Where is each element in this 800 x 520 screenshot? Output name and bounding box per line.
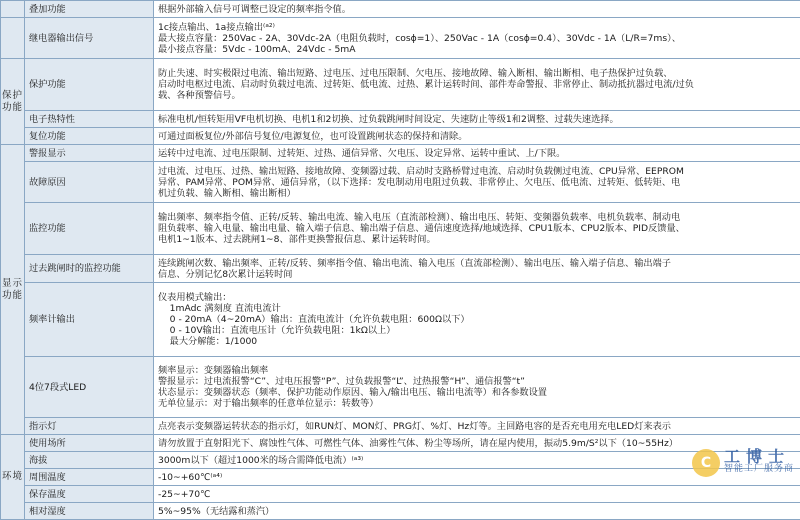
row-content — [154, 111, 800, 128]
row-label: 叠加功能 — [25, 1, 154, 18]
row-label: 相对湿度 — [25, 503, 154, 520]
table-row — [1, 162, 800, 203]
table-row — [1, 1, 800, 18]
content-line: 3000m以下（超过1000米的场合需降低电流）⁽ᵃ³⁾ — [158, 455, 796, 466]
content-line: -25~+70℃ — [158, 489, 796, 500]
content-line: 机过负载、输入断相、输出断相） — [158, 188, 796, 199]
content-line: 状态显示：变频器状态（频率、保护功能动作原因、输入/输出电压、输出电流等）和各参数设置 — [158, 387, 796, 398]
content-line: 防止失速、时实极限过电流、输出短路、过电压、过电压限制、欠电压、接地故障、输入断相、输出断相、电子热保护过负载、 — [158, 68, 796, 79]
row-content — [154, 128, 800, 145]
table-row — [1, 203, 800, 255]
content-line: 标准电机/恒转矩用VF电机切换、电机1和2切换、过负载跳闸时间设定、失速防止等级1和2调整、过载失速选择。 — [158, 114, 796, 125]
content-line: 1mAdc 满刻度 直流电流计 — [158, 303, 796, 314]
row-label: 频率计输出 — [25, 283, 154, 357]
row-label: 4位7段式LED — [25, 357, 154, 418]
table-row — [1, 18, 800, 59]
content-line: 阻负载率、输入电量、输出电量、输入端子信息、输出端子信息、通信速度选择/地域选择、CPU1版本、CPU2版本、PID反馈量、 — [158, 223, 796, 234]
content-line: 5%~95%（无结露和蒸汽） — [158, 506, 796, 517]
table-row — [1, 418, 800, 435]
row-label: 保存温度 — [25, 486, 154, 503]
content-line: 0 - 20mA（4~20mA）输出：直流电流计（允许负载电阻：600Ω以下） — [158, 314, 796, 325]
row-content — [154, 255, 800, 283]
content-line: -10~+60℃⁽ᵃ⁴⁾ — [158, 472, 796, 483]
content-line: 最大接点容量：250Vac - 2A、30Vdc-2A（电阻负载时，cosϕ=1）、250Vac - 1A（cosϕ=0.4）、30Vdc - 1A（L/R=7ms）、 — [158, 33, 796, 44]
content-line: 点亮表示变频器运转状态的指示灯，如RUN灯、MON灯、PRG灯、%灯、Hz灯等。主回路电容的是否充电用充电LED灯来表示 — [158, 421, 796, 432]
table-row — [1, 452, 800, 469]
row-label: 过去跳闸时的监控功能 — [25, 255, 154, 283]
row-content — [154, 283, 800, 357]
row-content — [154, 418, 800, 435]
row-content — [154, 1, 800, 18]
group-label: 环境 — [1, 435, 25, 520]
content-line: 1c接点输出、1a接点输出⁽ᵃ²⁾ — [158, 22, 796, 33]
logo-subtitle: 智能工厂服务商 — [724, 463, 794, 476]
group-label-empty — [1, 1, 25, 18]
row-label: 复位功能 — [25, 128, 154, 145]
table-row — [1, 59, 800, 111]
content-line: 根据外部输入信号可调整已设定的频率指令值。 — [158, 4, 796, 15]
content-line: 仪表用模式输出： — [158, 292, 796, 303]
row-label: 指示灯 — [25, 418, 154, 435]
table-row — [1, 469, 800, 486]
content-line: 无单位显示：对于输出频率的任意单位显示：转数等） — [158, 398, 796, 409]
content-line: 请勿放置于直射阳光下、腐蚀性气体、可燃性气体、油雾性气体、粉尘等场所，请在屋内使用，振动5.9m/S²以下（10~55Hz） — [158, 438, 796, 449]
table-row — [1, 435, 800, 452]
content-line: 载、各种预警信号。 — [158, 90, 796, 101]
row-label: 故障原因 — [25, 162, 154, 203]
row-content — [154, 18, 800, 59]
table-row — [1, 357, 800, 418]
row-content — [154, 145, 800, 162]
content-line: 输出频率、频率指令值、正转/反转、输出电流、输入电压（直流部检测）、输出电压、转矩、变频器负载率、电机负载率、制动电 — [158, 212, 796, 223]
row-label: 保护功能 — [25, 59, 154, 111]
content-line: 最大分解能：1/1000 — [158, 336, 796, 347]
row-label: 继电器输出信号 — [25, 18, 154, 59]
row-content — [154, 59, 800, 111]
content-line: 最小接点容量：5Vdc - 100mA、24Vdc - 5mA — [158, 44, 796, 55]
content-line: 频率显示：变频器输出频率 — [158, 365, 796, 376]
row-content — [154, 203, 800, 255]
row-label: 监控功能 — [25, 203, 154, 255]
table-row — [1, 283, 800, 357]
group-label: 显示功能 — [1, 145, 25, 435]
table-row — [1, 111, 800, 128]
row-content — [154, 486, 800, 503]
content-line: 过电流、过电压、过热、输出短路、接地故障、变频器过载、启动时支路桥臂过电流、启动时负载侧过电流、CPU异常、EEPROM — [158, 166, 796, 177]
content-line: 电机1~1版本、过去跳闸1~8、部件更换警报信息、累计运转时间。 — [158, 234, 796, 245]
content-line: 可通过面板复位/外部信号复位/电源复位，也可设置跳闸状态的保持和清除。 — [158, 131, 796, 142]
row-label: 电子热特性 — [25, 111, 154, 128]
table-row — [1, 503, 800, 520]
logo-name: 工博士 — [724, 450, 794, 463]
content-line: 连续跳闸次数、输出频率、正转/反转、频率指令值、输出电流、输入电压（直流部检测）、输出电压、输入端子信息、输出端子 — [158, 258, 796, 269]
table-row — [1, 486, 800, 503]
table-row — [1, 128, 800, 145]
content-line: 异常、PAM异常、POM异常、通信异常，（以下选择：发电制动用电阻过负载、非常停止、欠电压、低电流、过转矩、低转矩、电 — [158, 177, 796, 188]
row-content — [154, 357, 800, 418]
logo-icon: C — [692, 449, 720, 477]
content-line: 运转中过电流、过电压限制、过转矩、过热、通信异常、欠电压、设定异常、运转中重试、上/下限。 — [158, 148, 796, 159]
row-content — [154, 162, 800, 203]
group-label: 保护功能 — [1, 59, 25, 145]
content-line: 警报显示：过电流报警“C”、过电压报警“P”、过负载报警“L”、过热报警“H”、通信报警“t” — [158, 376, 796, 387]
row-label: 使用场所 — [25, 435, 154, 452]
row-content — [154, 503, 800, 520]
content-line: 启动时电枢过电流、启动时负载过电流、过转矩、低电流、过热、累计运转时间、部件寿命警报、非常停止、制动抵抗器过电流/过负 — [158, 79, 796, 90]
table-row — [1, 255, 800, 283]
row-label: 警报显示 — [25, 145, 154, 162]
row-label: 周围温度 — [25, 469, 154, 486]
content-line: 0 - 10V输出：直流电压计（允许负载电阻：1kΩ以上） — [158, 325, 796, 336]
row-label: 海拔 — [25, 452, 154, 469]
group-label-empty — [1, 18, 25, 59]
watermark-logo — [692, 449, 794, 477]
content-line: 信息、分别记忆8次累计运转时间 — [158, 269, 796, 280]
table-row — [1, 145, 800, 162]
